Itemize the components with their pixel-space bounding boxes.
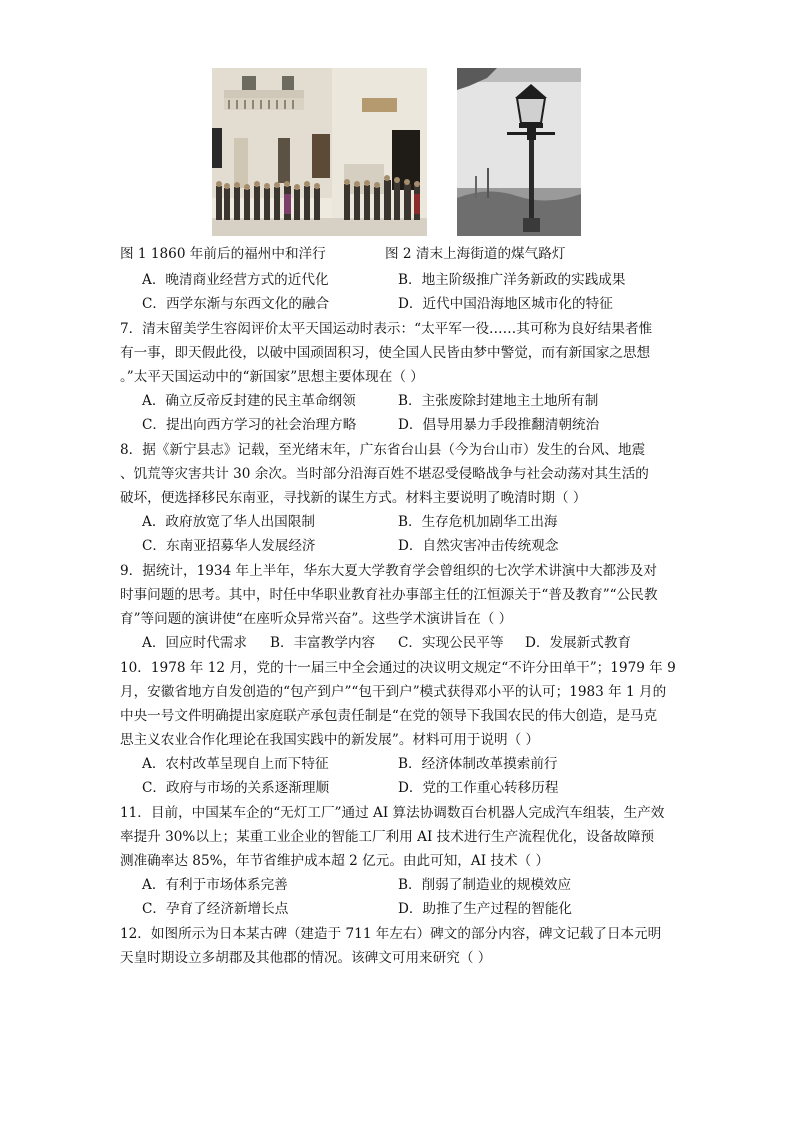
q8-stem-line: 破坏，便选择移民东南亚，寻找新的谋生方式。材料主要说明了晚清时期（ ）: [120, 490, 587, 506]
q9-option-d[interactable]: D．发展新式教育: [525, 635, 632, 651]
q9-option-c[interactable]: C．实现公民平等: [398, 635, 504, 651]
q12-stem-line: 12．如图所示为日本某古碑（建造于 711 年左右）碑文的部分内容，碑文记载了日本元明: [120, 926, 662, 942]
q11-option-c[interactable]: C．孕育了经济新增长点: [142, 901, 289, 917]
q9-stem-line: 9．据统计，1934 年上半年，华东大夏大学教育学会曾组织的七次学术讲演中大都涉及对: [120, 563, 657, 579]
q10-option-d[interactable]: D．党的工作重心转移历程: [398, 780, 559, 796]
q8-option-c[interactable]: C．东南亚招募华人发展经济: [142, 538, 316, 554]
q7-option-b[interactable]: B．主张废除封建地主土地所有制: [398, 393, 599, 409]
q10-option-b[interactable]: B．经济体制改革摸索前行: [398, 756, 558, 772]
q7-stem-line: 。”太平天国运动中的“新国家”思想主要体现在（ ）: [120, 369, 424, 385]
q11-stem-line: 11．目前，中国某车企的“无灯工厂”通过 AI 算法协调数百台机器人完成汽车组装，生产效: [120, 805, 665, 821]
q7-option-d[interactable]: D．倡导用暴力手段推翻清朝统治: [398, 417, 600, 433]
q7-option-a[interactable]: A．确立反帝反封建的民主革命纲领: [142, 393, 356, 409]
q10-option-a[interactable]: A．农村改革呈现自上而下特征: [142, 756, 329, 772]
q10-stem-line: 10．1978 年 12 月，党的十一届三中全会通过的决议明文规定“不许分田单干”；1979 年 9: [120, 660, 676, 676]
q10-stem-line: 思主义农业合作化理论在我国实践中的新发展”。材料可用于说明（ ）: [120, 732, 540, 748]
q9-option-b[interactable]: B．丰富教学内容: [270, 635, 376, 651]
q6-option-d[interactable]: D．近代中国沿海地区城市化的特征: [398, 296, 613, 312]
q9-stem-line: 时事问题的思考。其中，时任中华职业教育社办事部主任的江恒源关于“普及教育”“公民教: [120, 587, 658, 603]
q11-option-a[interactable]: A．有利于市场体系完善: [142, 877, 288, 893]
q10-stem-line: 月，安徽省地方自发创造的“包产到户”“包干到户”模式获得邓小平的认可；1983 年 1 月的: [120, 684, 667, 700]
q11-option-b[interactable]: B．削弱了制造业的规模效应: [398, 877, 572, 893]
q10-option-c[interactable]: C．政府与市场的关系逐渐理顺: [142, 780, 330, 796]
q6-option-a[interactable]: A．晚清商业经营方式的近代化: [142, 272, 329, 288]
q11-option-d[interactable]: D．助推了生产过程的智能化: [398, 901, 573, 917]
figure-2-photo: [457, 68, 581, 236]
q8-option-a[interactable]: A．政府放宽了华人出国限制: [142, 514, 315, 530]
q7-option-c[interactable]: C．提出向西方学习的社会治理方略: [142, 417, 357, 433]
q8-stem-line: 8．据《新宁县志》记载，至光绪末年，广东省台山县（今为台山市）发生的台风、地震: [120, 442, 646, 458]
q8-option-d[interactable]: D．自然灾害冲击传统观念: [398, 538, 559, 554]
q9-stem-line: 育”等问题的演讲使“在座听众异常兴奋”。这些学术演讲旨在（ ）: [120, 611, 513, 627]
figure-2-caption: 图 2 清末上海街道的煤气路灯: [385, 246, 566, 262]
figure-1-caption: 图 1 1860 年前后的福州中和洋行: [120, 246, 326, 262]
q11-stem-line: 率提升 30%以上；某重工业企业的智能工厂利用 AI 技术进行生产流程优化，设备故障预: [120, 829, 655, 845]
q7-stem-line: 7．清末留美学生容闳评价太平天国运动时表示：“太平军一役……其可称为良好结果者惟: [120, 321, 653, 337]
q8-option-b[interactable]: B．生存危机加剧华工出海: [398, 514, 558, 530]
q8-stem-line: 、饥荒等灾害共计 30 余次。当时部分沿海百姓不堪忍受侵略战争与社会动荡对其生活的: [120, 466, 649, 482]
figure-1-photo: [212, 68, 427, 236]
q12-stem-line: 天皇时期设立多胡郡及其他郡的情况。该碑文可用来研究（ ）: [120, 950, 492, 966]
q7-stem-line: 有一事，即天假此役，以破中国顽固积习，使全国人民皆由梦中警觉，而有新国家之思想: [120, 345, 651, 361]
q6-option-c[interactable]: C．西学东渐与东西文化的融合: [142, 296, 330, 312]
q10-stem-line: 中央一号文件明确提出家庭联产承包责任制是“在党的领导下我国农民的伟大创造，是马克: [120, 708, 658, 724]
q6-option-b[interactable]: B．地主阶级推广洋务新政的实践成果: [398, 272, 626, 288]
q11-stem-line: 测准确率达 85%，年节省维护成本超 2 亿元。由此可知，AI 技术（ ）: [120, 853, 550, 869]
q9-option-a[interactable]: A．回应时代需求: [142, 635, 247, 651]
